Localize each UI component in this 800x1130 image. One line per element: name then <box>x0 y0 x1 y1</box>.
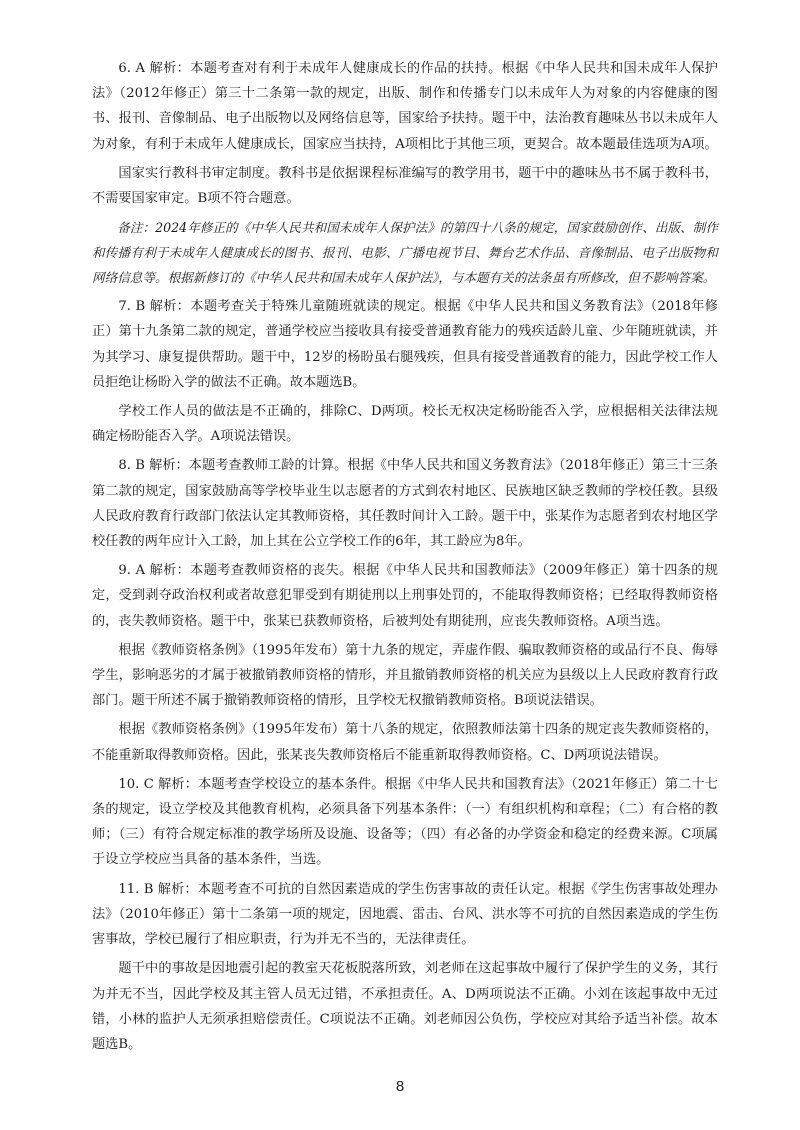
q6-explanation-cont: 国家实行教科书审定制度。教科书是依据课程标准编写的教学用书，题干中的趣味丛书不属于教科书，不需要国家审定。B项不符合题意。 <box>92 165 718 207</box>
q8-explanation: 8. B 解析：本题考查教师工龄的计算。根据《中华人民共和国义务教育法》（2018年修正）第三十三条第二款的规定，国家鼓励高等学校毕业生以志愿者的方式到农村地区、民族地区缺乏教师的学校任教。县级人民政府教育行政部门依法认定其教师资格，其任教时间计入工龄。题干中，张某作为志愿者到农村地区学校任教的两年应计入工龄，加上其在公立学校工作的6年，其工龄应为8年。 <box>92 458 718 550</box>
q7-explanation-cont: 学校工作人员的做法是不正确的，排除C、D两项。校长无权决定杨盼能否入学，应根据相关法律法规确定杨盼能否入学。A项说法错误。 <box>92 404 718 445</box>
q6-remark: 备注：2024年修正的《中华人民共和国未成年人保护法》的第四十八条的规定，国家鼓励创作、出版、制作和传播有利于未成年人健康成长的图书、报刊、电影、广播电视节目、舞台艺术作品、音像制品、电子出版物和网络信息等。根据新修订的《中华人民共和国未成年人保护法》，与本题有关的法条虽有所修改，但不影响答案。 <box>92 220 718 286</box>
q9-explanation-cont-1: 根据《教师资格条例》（1995年发布）第十九条的规定，弄虚作假、骗取教师资格的或品行不良、侮辱学生，影响恶劣的才属于被撤销教师资格的情形，并且撤销教师资格的机关应为县级以上人民政府教育行政部门。题干所述不属于撤销教师资格的情形，且学校无权撤销教师资格。B项说法错误。 <box>92 642 718 709</box>
q11-explanation: 11. B 解析：本题考查不可抗的自然因素造成的学生伤害事故的责任认定。根据《学生伤害事故处理办法》（2010年修正）第十二条第一项的规定，因地震、雷击、台风、洪水等不可抗的自然因素造成的学生伤害事故，学校已履行了相应职责，行为并无不当的，无法律责任。 <box>92 881 718 948</box>
q6-explanation: 6. A 解析：本题考查对有利于未成年人健康成长的作品的扶持。根据《中华人民共和国未成年人保护法》（2012年修正）第三十二条第一款的规定，出版、制作和传播专门以未成年人为对象的内容健康的图书、报刊、音像制品、电子出版物以及网络信息等，国家给予扶持。题干中，法治教育趣味丛书以未成年人为对象，有利于未成年人健康成长，国家应当扶持，A项相比于其他三项，更契合。故本题最佳选项为A项。 <box>92 61 718 152</box>
q10-explanation: 10. C 解析：本题考查学校设立的基本条件。根据《中华人民共和国教育法》（2021年修正）第二十七条的规定，设立学校及其他教育机构，必须具备下列基本条件：（一）有组织机构和章程；（二）有合格的教师；（三）有符合规定标准的教学场所及设施、设备等；（四）有必备的办学资金和稳定的经费来源。C项属于设立学校应当具备的基本条件，当选。 <box>92 776 718 868</box>
answer-explanations <box>92 56 718 1061</box>
q9-explanation: 9. A 解析：本题考查教师资格的丧失。根据《中华人民共和国教师法》（2009年修正）第十四条的规定，受到剥夺政治权利或者故意犯罪受到有期徒刑以上刑事处罚的，不能取得教师资格；已经取得教师资格的，丧失教师资格。题干中，张某已获教师资格，后被判处有期徒刑，应丧失教师资格。A项当选。 <box>92 563 718 629</box>
page-number: 8 <box>395 1078 405 1095</box>
q9-explanation-cont-2: 根据《教师资格条例》（1995年发布）第十八条的规定，依照教师法第十四条的规定丧失教师资格的，不能重新取得教师资格。因此，张某丧失教师资格后不能重新取得教师资格。C、D两项说法错误。 <box>92 722 718 763</box>
q7-explanation: 7. B 解析：本题考查关于特殊儿童随班就读的规定。根据《中华人民共和国义务教育法》（2018年修正）第十九条第二款的规定，普通学校应当接收具有接受普通教育能力的残疾适龄儿童、少年随班就读，并为其学习、康复提供帮助。题干中，12岁的杨盼虽右腿残疾，但具有接受普通教育的能力，因此学校工作人员拒绝让杨盼入学的做法不正确。故本题选B。 <box>92 299 718 390</box>
q11-explanation-cont: 题干中的事故是因地震引起的教室天花板脱落所致，刘老师在这起事故中履行了保护学生的义务，其行为并无不当，因此学校及其主管人员无过错，不承担责任。A、D两项说法不正确。小刘在该起事故中无过错，小林的监护人无须承担赔偿责任。C项说法不正确。刘老师因公负伤，学校应对其给予适当补偿。故本题选B。 <box>92 961 718 1052</box>
